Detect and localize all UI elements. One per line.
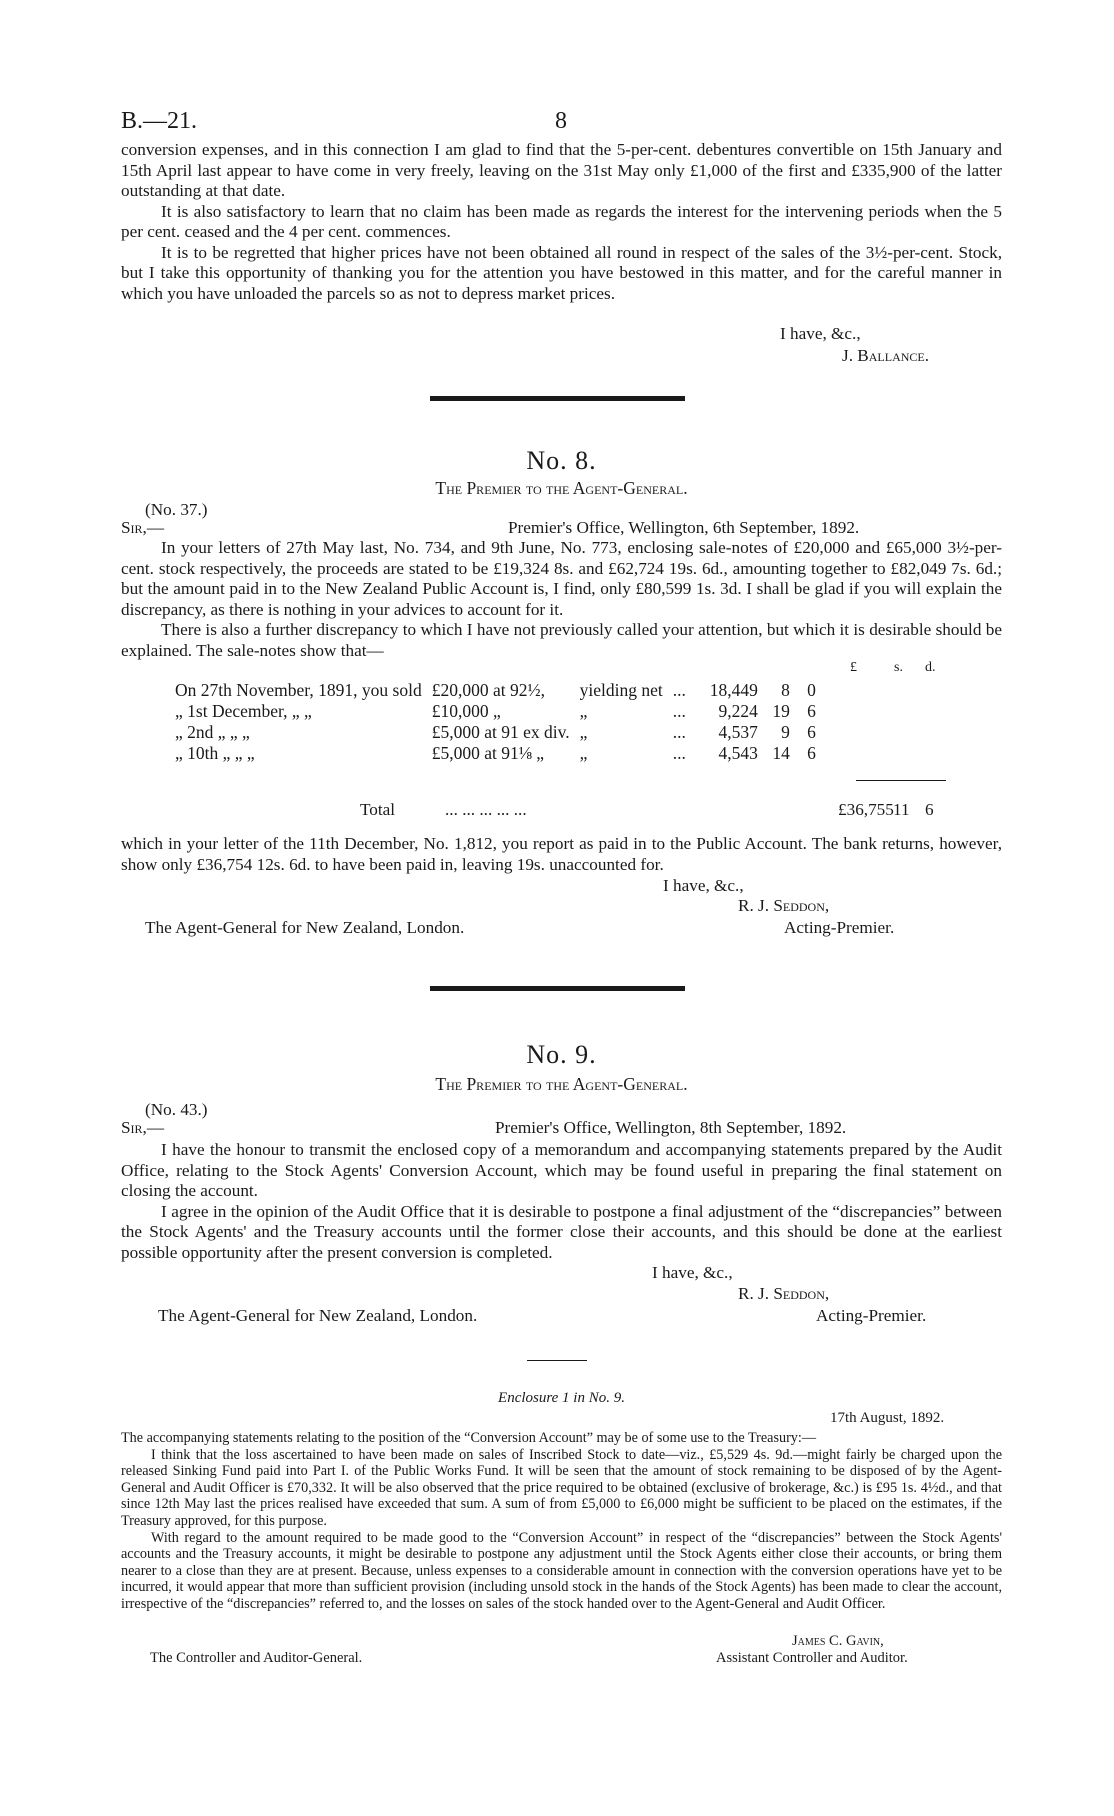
total-pounds: £36,755 bbox=[838, 800, 894, 819]
letter8-body-continued bbox=[121, 834, 1002, 875]
signature: James C. Gavin, bbox=[792, 1633, 884, 1649]
cell-pounds: 18,449 bbox=[709, 680, 758, 700]
section-divider bbox=[430, 396, 685, 401]
letter-location-date: Premier's Office, Wellington, 6th September, 1892. bbox=[508, 518, 860, 537]
addressee: The Controller and Auditor-General. bbox=[150, 1650, 363, 1666]
letter7-body bbox=[121, 140, 1002, 304]
letter9-body bbox=[121, 1140, 1002, 1263]
letter-number: No. 8. bbox=[526, 446, 597, 475]
closing: I have, &c., bbox=[663, 876, 744, 895]
cell-detail: £5,000 at 91⅛ „ bbox=[431, 743, 544, 763]
signature: R. J. Seddon, bbox=[738, 1284, 830, 1303]
series-label: B.—21. bbox=[121, 108, 198, 134]
letter8-body bbox=[121, 538, 1002, 661]
salutation: Sir,— bbox=[121, 518, 165, 537]
column-header-pence: d. bbox=[925, 660, 936, 675]
table-row bbox=[170, 743, 821, 764]
total-shillings: 11 bbox=[893, 800, 910, 819]
letter-ref: (No. 37.) bbox=[145, 500, 208, 519]
signature-title: Assistant Controller and Auditor. bbox=[716, 1650, 908, 1666]
letter-heading: The Premier to the Agent-General. bbox=[435, 1074, 688, 1094]
enclosure-title: Enclosure 1 in No. 9. bbox=[498, 1390, 625, 1406]
cell-note: yielding net bbox=[579, 680, 663, 700]
closing: I have, &c., bbox=[652, 1263, 733, 1282]
cell-pence: 6 bbox=[807, 743, 816, 763]
letter-number: No. 9. bbox=[526, 1040, 597, 1069]
cell-note: „ bbox=[579, 701, 588, 721]
letter-location-date: Premier's Office, Wellington, 8th September, 1892. bbox=[495, 1118, 847, 1137]
paragraph: I agree in the opinion of the Audit Office that it is desirable to postpone a final adjustment of the “discrepancies” between the Stock Agents' and the Treasury accounts until the former close their accounts, and this should be done at the earliest possible opportunity after the present conversion is completed. bbox=[121, 1201, 1002, 1262]
cell-detail: £20,000 at 92½, bbox=[431, 680, 545, 700]
cell-note: „ bbox=[579, 743, 588, 763]
paragraph: It is also satisfactory to learn that no claim has been made as regards the interest for the intervening periods when the 5 per cent. ceased and the 4 per cent. commences. bbox=[121, 201, 1002, 241]
cell-date: „ 10th „ „ „ bbox=[175, 743, 255, 763]
addressee: The Agent-General for New Zealand, London. bbox=[145, 918, 465, 937]
total-label: Total bbox=[360, 800, 396, 819]
cell-pence: 6 bbox=[807, 701, 816, 721]
signature-title: Acting-Premier. bbox=[784, 918, 895, 937]
paragraph: I think that the loss ascertained to have been made on sales of Inscribed Stock to date—viz., £5,529 4s. 9d.—might fairly be charged upon the released Sinking Fund paid into Part I. of the Public Works Fund. It will be seen that the amount of stock remaining to be disposed of by the Agent-General and Audit Officer is £70,332. It will be also observed that the price required to be obtained (exclusive of brokerage, &c.) is £95 1s. 4½d., and that since 12th May last the prices realised have exceeded that sum. A sum of from £5,000 to £6,000 might be sufficient to be placed on the estimates, if the Treasury approved, for this purpose. bbox=[121, 1446, 1002, 1529]
closing: I have, &c., bbox=[780, 324, 861, 343]
table-row bbox=[170, 680, 821, 701]
signature: J. Ballance. bbox=[842, 346, 930, 365]
paragraph: There is also a further discrepancy to which I have not previously called your attention, but which it is desirable should be explained. The sale-notes show that— bbox=[121, 620, 1002, 660]
cell-date: „ 2nd „ „ „ bbox=[175, 722, 250, 742]
enclosure-date: 17th August, 1892. bbox=[830, 1410, 945, 1426]
paragraph: I have the honour to transmit the enclosed copy of a memorandum and accompanying statements prepared by the Audit Office, relating to the Stock Agents' Conversion Account, which may be found useful in preparing the final statement on closing the account. bbox=[121, 1140, 1002, 1200]
paragraph: The accompanying statements relating to the position of the “Conversion Account” may be of some use to the Treasury:— bbox=[121, 1430, 817, 1446]
cell-pence: 6 bbox=[807, 722, 816, 742]
cell-detail: £5,000 at 91 ex div. bbox=[431, 722, 570, 742]
paragraph: In your letters of 27th May last, No. 734, and 9th June, No. 773, enclosing sale-notes of £20,000 and £65,000 3½-per-cent. stock respectively, the proceeds are stated to be £19,324 8s. and £62,724 19s. 6d., amounting together to £82,049 7s. 6d.; but the amount paid in to the New Zealand Public Account is, I find, only £80,599 1s. 3d. I shall be glad if you will explain the discrepancy, as there is nothing in your advices to account for it. bbox=[121, 538, 1002, 619]
section-divider bbox=[430, 986, 685, 991]
sales-table bbox=[170, 680, 821, 764]
cell-detail: £10,000 „ bbox=[431, 701, 501, 721]
cell-shillings: 14 bbox=[772, 743, 790, 763]
cell-shillings: 9 bbox=[781, 722, 790, 742]
cell-dots: ... bbox=[672, 680, 686, 700]
paragraph: which in your letter of the 11th December, No. 1,812, you report as paid in to the Public Account. The bank returns, however, show only £36,754 12s. 6d. to have been paid in, leaving 19s. unaccounted for. bbox=[121, 834, 1002, 874]
section-divider bbox=[527, 1360, 587, 1361]
signature-title: Acting-Premier. bbox=[816, 1306, 927, 1325]
paragraph: conversion expenses, and in this connection I am glad to find that the 5-per-cent. debentures convertible on 15th January and 15th April last appear to have come in very freely, leaving on the 31st May only £1,000 of the first and £335,900 of the latter outstanding at that date. bbox=[121, 140, 1002, 200]
page-number: 8 bbox=[555, 108, 567, 134]
sum-rule bbox=[856, 780, 946, 781]
cell-pounds: 4,537 bbox=[718, 722, 758, 742]
table-row bbox=[170, 722, 821, 743]
cell-pence: 0 bbox=[807, 680, 816, 700]
signature: R. J. Seddon, bbox=[738, 896, 830, 915]
paragraph: It is to be regretted that higher prices have not been obtained all round in respect of the sales of the 3½-per-cent. Stock, but I take this opportunity of thanking you for the attention you have bestowed in this matter, and for the careful manner in which you have unloaded the parcels so as not to depress market prices. bbox=[121, 242, 1002, 303]
cell-shillings: 8 bbox=[781, 680, 790, 700]
cell-dots: ... bbox=[672, 722, 686, 742]
column-header-pounds: £ bbox=[850, 660, 857, 675]
paragraph: With regard to the amount required to be made good to the “Conversion Account” in respect of the “discrepancies” between the Stock Agents' accounts and the Treasury accounts, it might be desirable to postpone any adjustment until the Stock Agents either close their accounts, or bring them nearer to a close than they are at present. Because, unless expenses to a considerable amount in connection with the conversion operations have yet to be incurred, it would appear that more than sufficient provision (including unsold stock in the hands of the Stock Agents) has been made to clear the account, irrespective of the “discrepancies” referred to, and the losses on sales of the stock handed over to the Agent-General and Audit Officer. bbox=[121, 1529, 1002, 1612]
enclosure-body bbox=[121, 1430, 1002, 1613]
column-header-shillings: s. bbox=[894, 660, 903, 675]
cell-shillings: 19 bbox=[772, 701, 790, 721]
letter-ref: (No. 43.) bbox=[145, 1100, 208, 1119]
cell-pounds: 9,224 bbox=[718, 701, 758, 721]
total-pence: 6 bbox=[925, 800, 934, 819]
letter-heading: The Premier to the Agent-General. bbox=[435, 478, 688, 498]
cell-date: „ 1st December, „ „ bbox=[175, 701, 312, 721]
cell-date: On 27th November, 1891, you sold bbox=[175, 680, 422, 700]
addressee: The Agent-General for New Zealand, London. bbox=[158, 1306, 478, 1325]
salutation: Sir,— bbox=[121, 1118, 165, 1137]
total-dots: ... ... ... ... ... bbox=[445, 800, 527, 819]
cell-dots: ... bbox=[672, 701, 686, 721]
cell-pounds: 4,543 bbox=[718, 743, 758, 763]
table-row bbox=[170, 701, 821, 722]
cell-note: „ bbox=[579, 722, 588, 742]
cell-dots: ... bbox=[672, 743, 686, 763]
